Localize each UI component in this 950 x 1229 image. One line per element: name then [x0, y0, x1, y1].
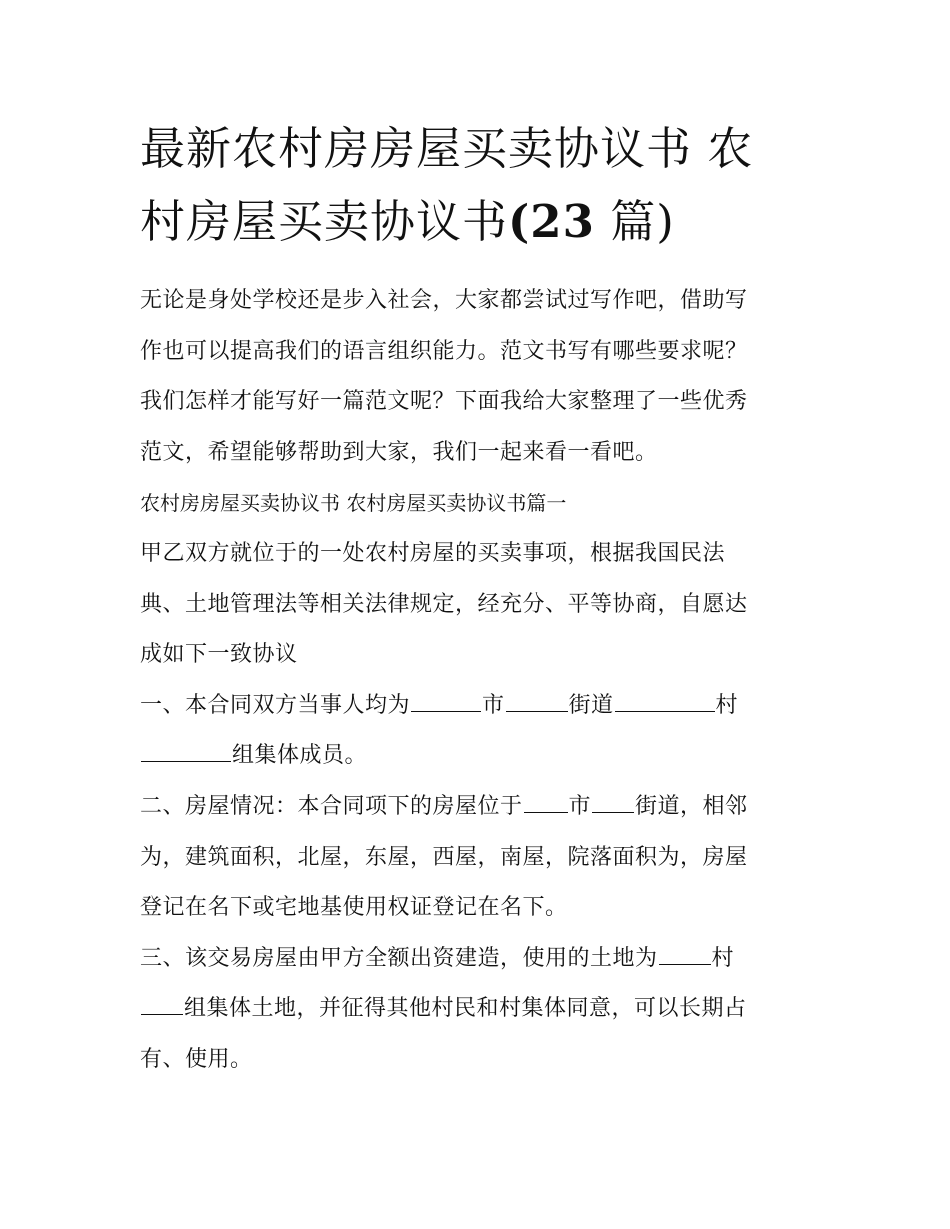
preamble-line: 成如下一致协议 [140, 642, 298, 668]
blank-village[interactable] [615, 693, 715, 712]
blank-group[interactable] [141, 743, 231, 762]
clause-3-line: 组集体土地，并征得其他村民和村集体同意，可以长期占 [184, 996, 747, 1022]
clause-1-street-label: 街道 [568, 692, 614, 718]
document-title [140, 112, 820, 258]
clause-2-city-label: 市 [568, 793, 592, 819]
preamble-line: 典、土地管理法等相关法律规定，经充分、平等协商，自愿达 [140, 591, 748, 617]
document-body [140, 276, 830, 1086]
preamble-line: 甲乙双方就位于的一处农村房屋的买卖事项，根据我国民法 [140, 540, 726, 566]
title-line-1: 最新农村房房屋买卖协议书 农 [140, 122, 754, 175]
blank-city[interactable] [411, 693, 481, 712]
blank-street[interactable] [506, 693, 568, 712]
clause-2-street-label: 街道，相邻 [635, 793, 748, 819]
clause-1-village-label: 村 [715, 692, 739, 718]
intro-paragraph [140, 276, 830, 478]
intro-line: 我们怎样才能写好一篇范文呢？下面我给大家整理了一些优秀 [140, 389, 748, 415]
clause-1 [140, 681, 830, 782]
clause-2-line: 为，建筑面积，北屋，东屋，西屋，南屋，院落面积为，房屋 [140, 844, 748, 870]
clause-1-group-label: 组集体成员。 [232, 743, 368, 769]
blank-village[interactable] [659, 946, 711, 965]
clause-2-line: 登记在名下或宅地基使用权证登记在名下。 [140, 895, 568, 921]
title-line-2-text: 村房屋买卖协议书 [140, 195, 509, 248]
clause-3-village-label: 村 [711, 945, 735, 971]
title-count: (23 [508, 195, 595, 248]
blank-group[interactable] [141, 996, 183, 1015]
preamble-paragraph [140, 529, 830, 681]
clause-1-text: 一、本合同双方当事人均为 [140, 692, 411, 718]
blank-street[interactable] [592, 794, 634, 813]
section-heading: 农村房房屋买卖协议书 农村房屋买卖协议书篇一 [140, 491, 567, 516]
intro-line: 无论是身处学校还是步入社会，大家都尝试过写作吧，借助写 [140, 288, 748, 313]
clause-2-text: 二、房屋情况：本合同项下的房屋位于 [140, 793, 523, 819]
intro-line: 范文，希望能够帮助到大家，我们一起来看一看吧。 [140, 439, 658, 465]
title-suffix: 篇) [594, 195, 675, 248]
clause-3-text: 三、该交易房屋由甲方全额出资建造，使用的土地为 [140, 945, 658, 971]
blank-city[interactable] [524, 794, 568, 813]
clause-1-city-label: 市 [482, 692, 505, 718]
clause-3-line: 有、使用。 [140, 1046, 253, 1072]
intro-line: 作也可以提高我们的语言组织能力。范文书写有哪些要求呢？ [140, 338, 748, 364]
clause-2 [140, 782, 830, 934]
clause-3 [140, 934, 830, 1086]
